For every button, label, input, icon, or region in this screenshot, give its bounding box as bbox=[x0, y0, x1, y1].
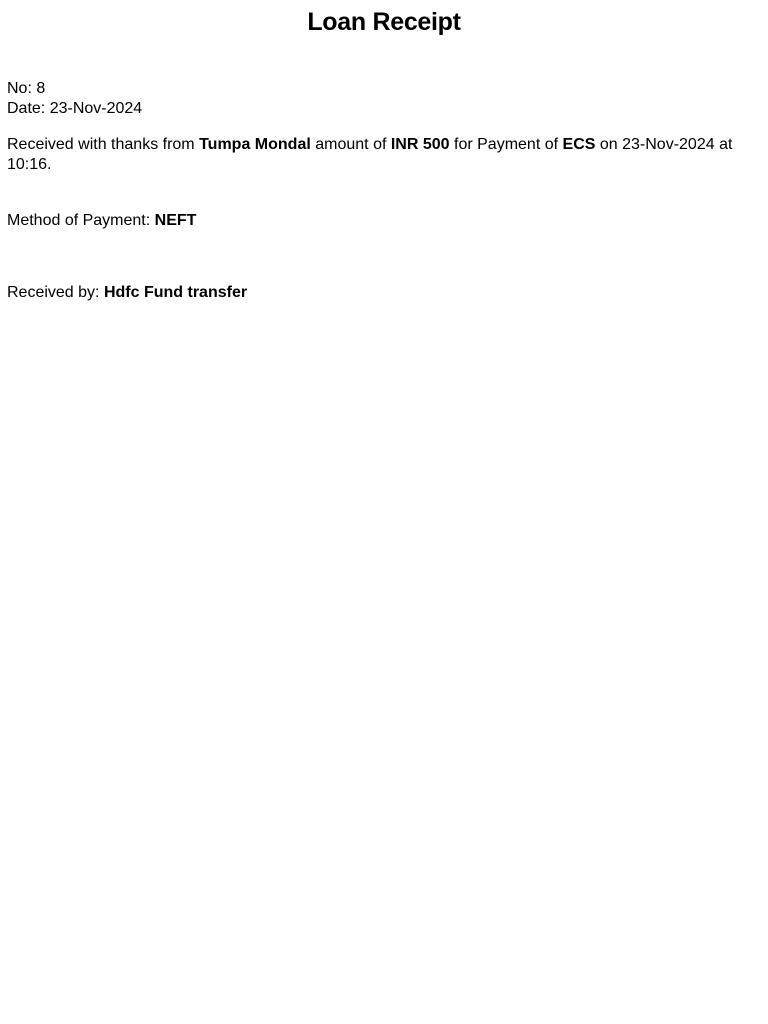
page-title: Loan Receipt bbox=[307, 8, 461, 36]
receipt-number-value: 8 bbox=[36, 80, 46, 97]
receipt-date-line bbox=[7, 99, 142, 119]
receipt-statement bbox=[7, 135, 737, 175]
payment-method-value: NEFT bbox=[154, 212, 197, 229]
receipt-number-label: No: bbox=[7, 80, 32, 97]
payment-method-line bbox=[7, 211, 196, 231]
payment-date: 23-Nov-2024 bbox=[622, 136, 715, 153]
received-by-value: Hdfc Fund transfer bbox=[103, 284, 248, 301]
payment-method-label: Method of Payment: bbox=[7, 212, 151, 229]
received-by-label: Received by: bbox=[7, 284, 100, 301]
payment-time: 10:16 bbox=[7, 156, 48, 173]
payment-type: ECS bbox=[562, 136, 596, 153]
amount-of-text: amount of bbox=[315, 136, 387, 153]
receipt-number-line bbox=[7, 79, 45, 99]
receipt-date-label: Date: bbox=[7, 100, 46, 117]
for-payment-text: for Payment of bbox=[454, 136, 559, 153]
payment-amount: INR 500 bbox=[390, 136, 450, 153]
received-by-line bbox=[7, 283, 247, 303]
received-from-text: Received with thanks from bbox=[7, 136, 195, 153]
at-text: at bbox=[719, 136, 733, 153]
on-text: on bbox=[599, 136, 618, 153]
payer-name: Tumpa Mondal bbox=[199, 136, 311, 153]
statement-period: . bbox=[47, 156, 52, 173]
receipt-date-value: 23-Nov-2024 bbox=[49, 100, 143, 117]
